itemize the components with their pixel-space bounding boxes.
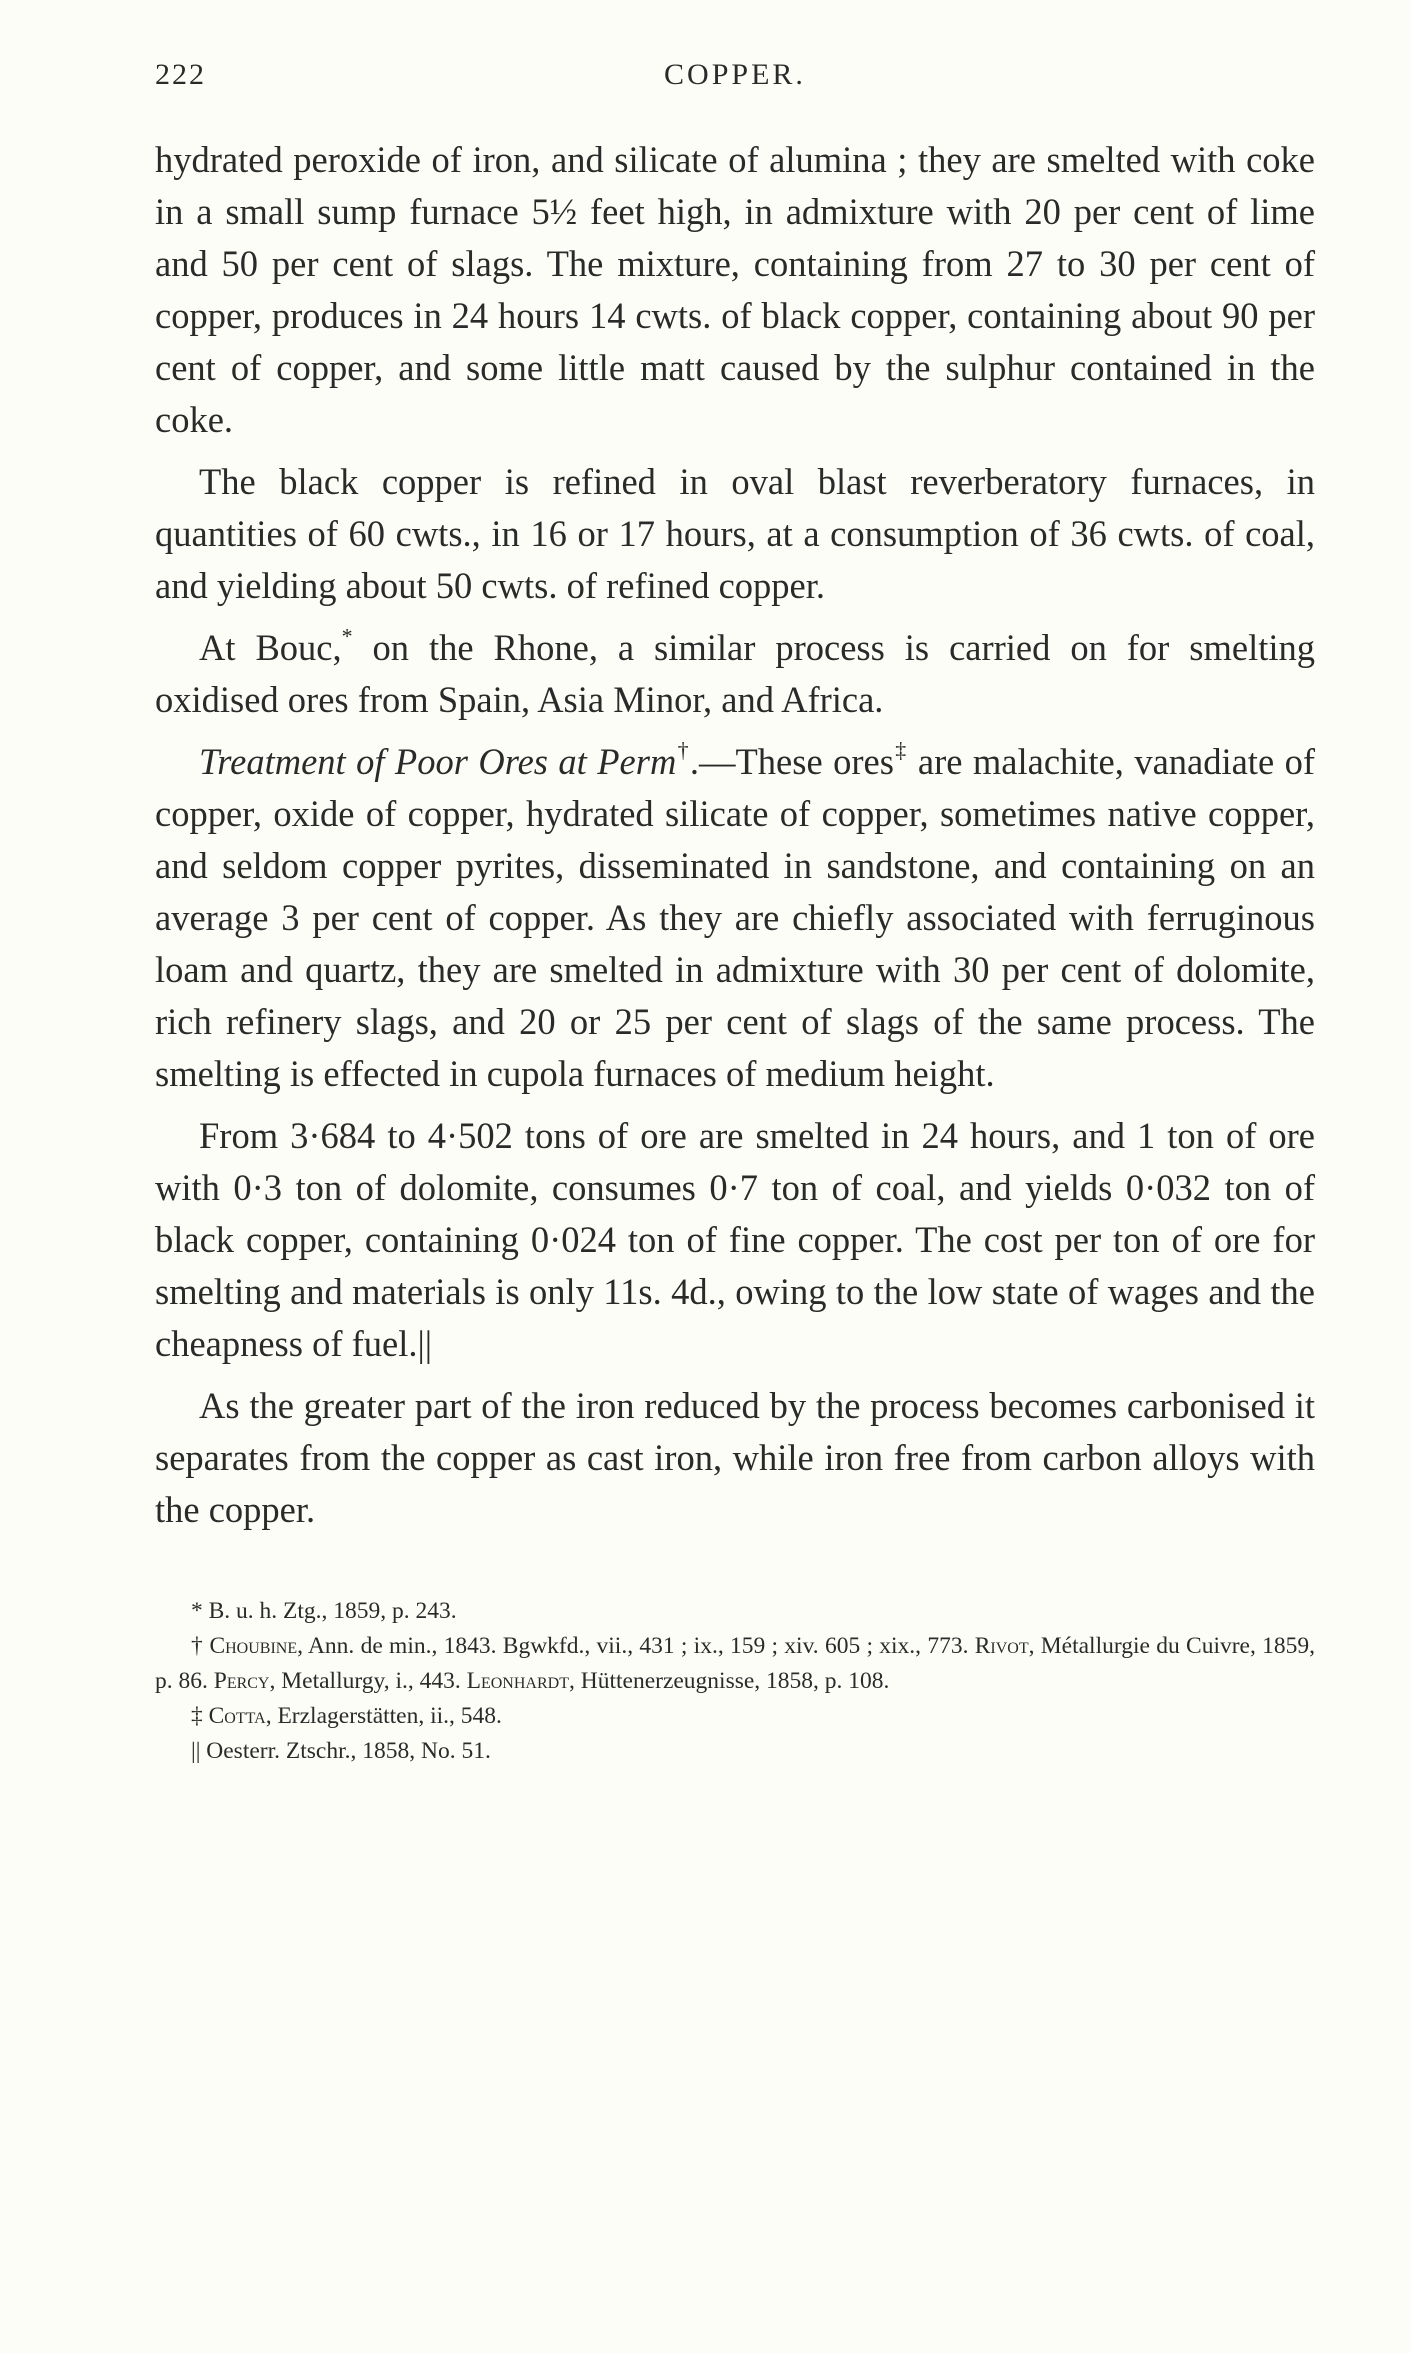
paragraph: hydrated peroxide of iron, and silicate of alumina ; they are smelted with coke in a small sump furnace 5½ feet high, in admixture with 20 per cent of lime and 50 per cent of slags. The mixture, containing from 27 to 30 per cent of copper, produces in 24 hours 14 cwts. of black copper, containing about 90 per cent of copper, and some little matt caused by the sulphur contained in the coke. [155, 139, 1315, 440]
paragraph-text: are malachite, vanadiate of copper, oxide of copper, hydrated silicate of copper, sometimes native copper, and seldom copper pyrites, disseminated in sandstone, and containing on an average 3 per cent of copper. As they are chiefly associated with ferruginous loam and quartz, they are smelted in admixture with 30 per cent of dolomite, rich refinery slags, and 20 or 25 per cent of slags of the same process. The smelting is effected in cupola furnaces of medium height. [155, 741, 1315, 1094]
body-text [155, 134, 1315, 1536]
footnote-marker: * [341, 623, 353, 649]
author-name: Leonhardt [466, 1668, 569, 1694]
author-name: Cotta [208, 1703, 266, 1729]
footnote: || Oesterr. Ztschr., 1858, No. 51. [191, 1738, 491, 1764]
footnote-text: , Hüttenerzeugnisse, 1858, p. 108. [568, 1668, 890, 1694]
footnote: * B. u. h. Ztg., 1859, p. 243. [191, 1598, 457, 1624]
footnote-text: , Métallurgie du Cuivre, 1859, p. 86. [155, 1633, 1316, 1694]
paragraph: As the greater part of the iron reduced by the process becomes carbonised it separates from the copper as cast iron, while iron free from carbon alloys with the copper. [155, 1385, 1315, 1530]
paragraph-text: At Bouc, [199, 627, 342, 668]
paragraph-text: on the Rhone, a similar process is carried on for smelting oxidised ores from Spain, Asia Minor, and Africa. [155, 627, 1315, 720]
paragraph [155, 736, 1315, 1100]
paragraph [155, 622, 1315, 726]
footnote-marker: † [676, 737, 690, 763]
section-heading: Treatment of Poor Ores at Perm [199, 741, 677, 782]
paragraph [155, 1110, 1315, 1370]
footnote-text: , Metallurgy, i., 443. [269, 1668, 467, 1694]
page-number: 222 [155, 58, 206, 91]
footnotes [155, 1594, 1315, 1769]
author-name: Percy [213, 1668, 270, 1694]
running-title: COPPER. [664, 58, 806, 91]
footnote-text: , Ann. de min., 1843. Bgwkfd., vii., 431 ; ix., 159 ; xiv. 605 ; xix., 773. [297, 1633, 975, 1659]
footnote [155, 1629, 1315, 1699]
author-name: Rivot [974, 1633, 1029, 1659]
book-page [155, 50, 1315, 1769]
footnote [155, 1699, 1315, 1734]
author-name: Choubine [209, 1633, 298, 1659]
paragraph-text: .—These ores [689, 741, 894, 782]
footnote-marker: || [417, 1323, 433, 1364]
footnote-marker: † [191, 1633, 210, 1659]
footnote-marker: ‡ [191, 1703, 209, 1729]
running-head [155, 50, 1315, 100]
paragraph: The black copper is refined in oval blast reverberatory furnaces, in quantities of 60 cwts., in 16 or 17 hours, at a consumption of 36 cwts. of coal, and yielding about 50 cwts. of refined copper. [155, 461, 1315, 606]
footnote-marker: ‡ [893, 737, 908, 763]
footnote-text: , Erzlagerstätten, ii., 548. [265, 1703, 502, 1729]
paragraph-text: From 3·684 to 4·502 tons of ore are smelted in 24 hours, and 1 ton of ore with 0·3 ton of dolomite, consumes 0·7 ton of coal, and yields 0·032 ton of black copper, containing 0·024 ton of fine copper. The cost per ton of ore for smelting and materials is only 11s. 4d., owing to the low state of wages and the cheapness of fuel. [155, 1115, 1315, 1364]
